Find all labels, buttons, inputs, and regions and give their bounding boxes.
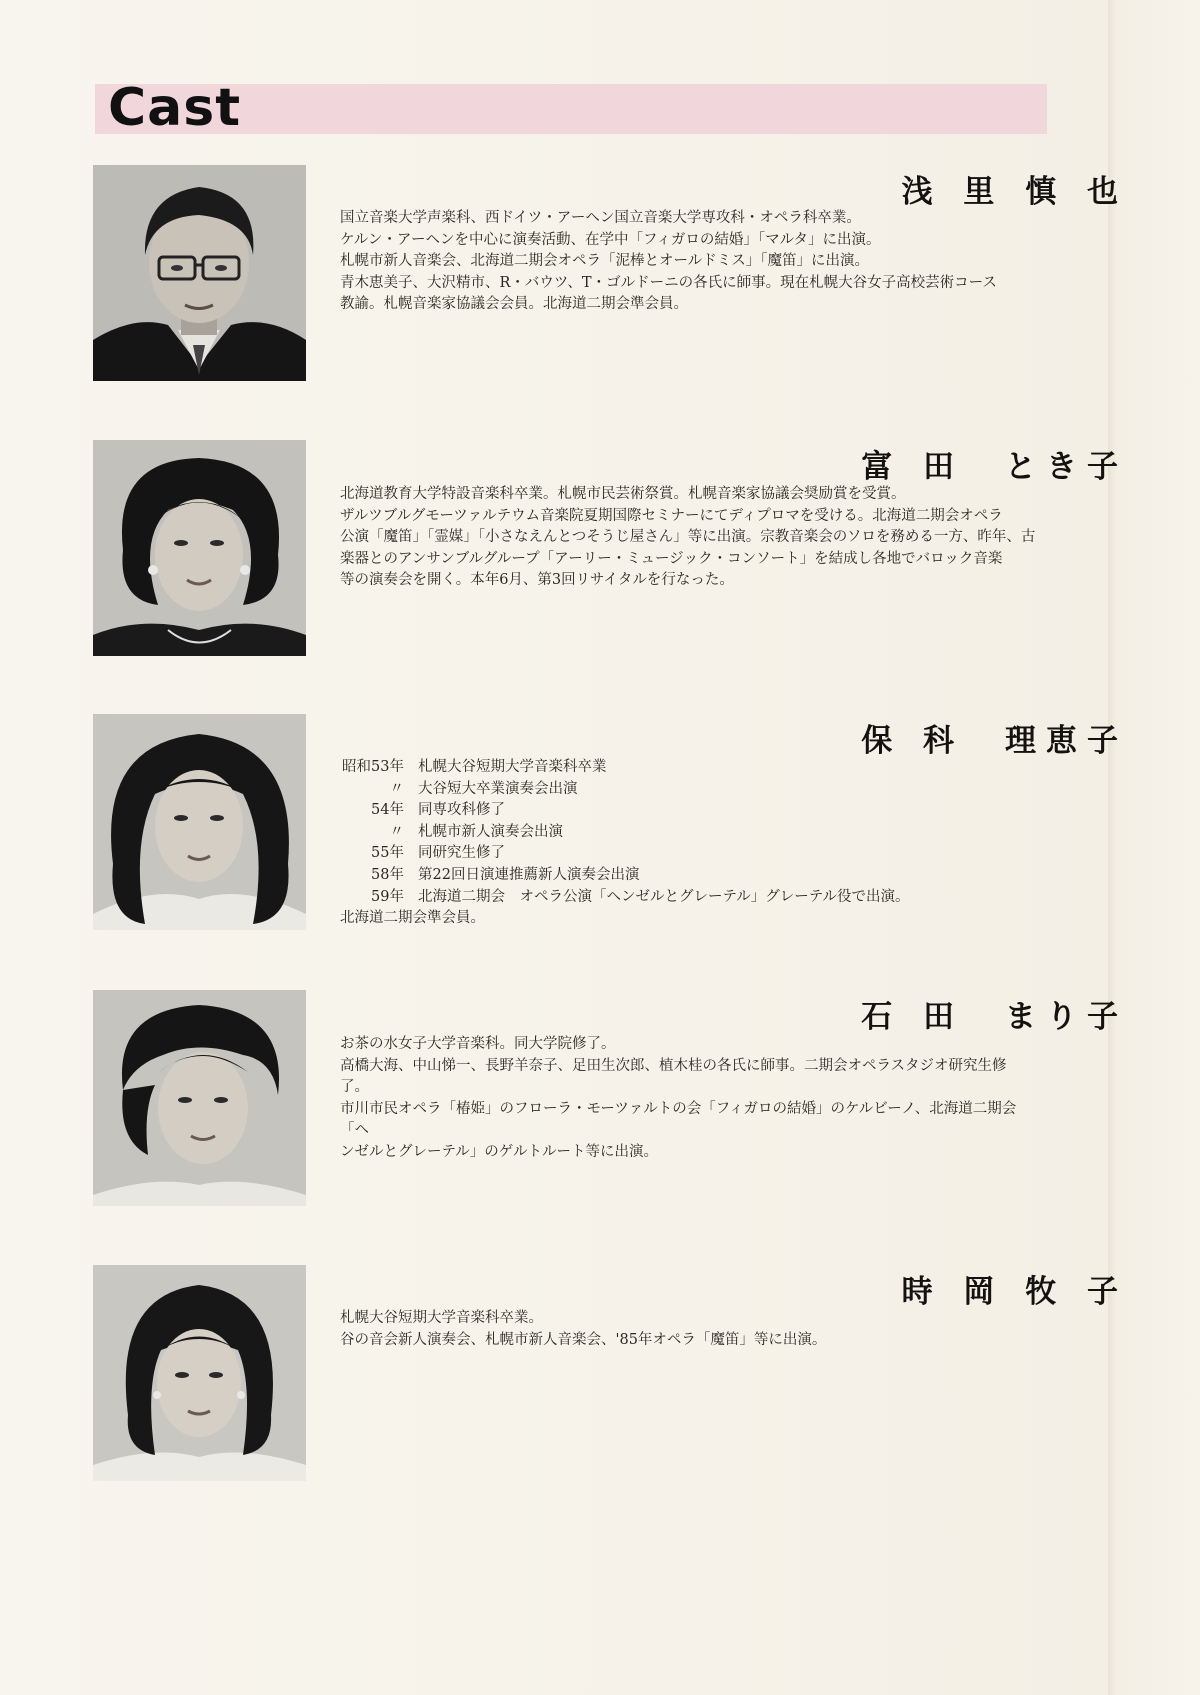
timeline-row bbox=[340, 887, 910, 909]
cast-name-3: 保 科 理恵子 bbox=[861, 723, 1128, 759]
cast-photo-5 bbox=[93, 1265, 306, 1481]
cast-bio-1 bbox=[340, 208, 1040, 316]
bio-line: 札幌大谷短期大学音楽科卒業。 bbox=[340, 1310, 543, 1326]
page-title: Cast bbox=[108, 78, 242, 138]
cast-photo-3 bbox=[93, 714, 306, 930]
scan-edge bbox=[1108, 0, 1200, 1695]
timeline-text: 同研究生修了 bbox=[418, 845, 505, 862]
cast-name-4: 石 田 まり子 bbox=[861, 999, 1128, 1035]
cast-name-1: 浅 里 慎 也 bbox=[901, 174, 1128, 210]
cast-timeline-3 bbox=[340, 757, 910, 930]
bio-line: 高橋大海、中山悌一、長野羊奈子、足田生次郎、植木桂の各氏に師事。二期会オペラスタジオ研究生修 bbox=[340, 1057, 1007, 1074]
cast-photo-4 bbox=[93, 990, 306, 1206]
bio-line: 札幌市新人音楽会、北海道二期会オペラ「泥棒とオールドミス」「魔笛」に出演。 bbox=[340, 253, 869, 270]
cast-bio-2 bbox=[340, 484, 1040, 592]
bio-line: 公演「魔笛」「霊媒」「小さなえんとつそうじ屋さん」等に出演。宗教音楽会のソロを務める一方、昨年、古 bbox=[340, 529, 1036, 546]
bio-line: 等の演奏会を開く。本年6月、第3回リサイタルを行なった。 bbox=[340, 572, 734, 589]
timeline-year: 58年 bbox=[371, 866, 404, 883]
bio-line: 国立音楽大学声楽科、西ドイツ・アーヘン国立音楽大学専攻科・オペラ科卒業。 bbox=[340, 210, 861, 226]
timeline-row bbox=[340, 822, 910, 844]
timeline-row bbox=[340, 865, 910, 887]
timeline-text: 北海道二期会 オペラ公演「ヘンゼルとグレーテル」グレーテル役で出演。 bbox=[418, 888, 910, 905]
bio-line: 北海道教育大学特設音楽科卒業。札幌市民芸術祭賞。札幌音楽家協議会奨励賞を受賞。 bbox=[340, 486, 906, 502]
bio-line: ザルツブルグモーツァルテウム音楽院夏期国際セミナーにてディプロマを受ける。北海道二期会オペラ bbox=[340, 507, 1003, 524]
cast-bio-5 bbox=[340, 1308, 1040, 1351]
timeline-row bbox=[340, 779, 910, 801]
timeline-year: 54年 bbox=[371, 802, 404, 819]
bio-line: 青木恵美子、大沢精市、R・バウツ、T・ゴルドーニの各氏に師事。現在札幌大谷女子高校芸術コース bbox=[340, 274, 997, 291]
bio-line: 教諭。札幌音楽家協議会会員。北海道二期会準会員。 bbox=[340, 296, 688, 313]
timeline-year: 〃 bbox=[389, 780, 404, 797]
timeline-year: 昭和53年 bbox=[342, 759, 404, 775]
bio-line: お茶の水女子大学音楽科。同大学院修了。 bbox=[340, 1036, 616, 1052]
bio-line: 了。 bbox=[340, 1079, 369, 1096]
timeline-text: 札幌市新人演奏会出演 bbox=[418, 823, 563, 840]
bio-line: 楽器とのアンサンブルグループ「アーリー・ミュージック・コンソート」を結成し各地でバロック音楽 bbox=[340, 550, 1003, 567]
cast-bio-4 bbox=[340, 1034, 1040, 1164]
cast-photo-1 bbox=[93, 165, 306, 381]
timeline-year: 59年 bbox=[371, 888, 404, 905]
cast-name-5: 時 岡 牧 子 bbox=[901, 1274, 1128, 1310]
timeline-row bbox=[340, 800, 910, 822]
timeline-text: 大谷短大卒業演奏会出演 bbox=[418, 780, 578, 797]
timeline-text: 札幌大谷短期大学音楽科卒業 bbox=[418, 759, 607, 775]
bio-line: ケルン・アーヘンを中心に演奏活動、在学中「フィガロの結婚」「マルタ」に出演。 bbox=[340, 231, 881, 248]
bio-line: 谷の音会新人演奏会、札幌市新人音楽会、'85年オペラ「魔笛」等に出演。 bbox=[340, 1331, 827, 1348]
bio-line: ンゼルとグレーテル」のゲルトルート等に出演。 bbox=[340, 1143, 658, 1160]
bio-line: 市川市民オペラ「椿姫」のフローラ・モーツァルトの会「フィガロの結婚」のケルビーノ、北海道二期会「ヘ bbox=[340, 1100, 1017, 1139]
timeline-year: 〃 bbox=[389, 823, 404, 840]
timeline-text: 同専攻科修了 bbox=[418, 802, 505, 819]
timeline-row bbox=[340, 843, 910, 865]
cast-photo-2 bbox=[93, 440, 306, 656]
timeline-year: 55年 bbox=[371, 845, 404, 862]
cast-name-2: 富 田 とき子 bbox=[861, 449, 1128, 485]
timeline-note: 北海道二期会準会員。 bbox=[340, 910, 485, 927]
timeline-row bbox=[340, 757, 910, 779]
timeline-text: 第22回日演連推薦新人演奏会出演 bbox=[418, 866, 640, 883]
